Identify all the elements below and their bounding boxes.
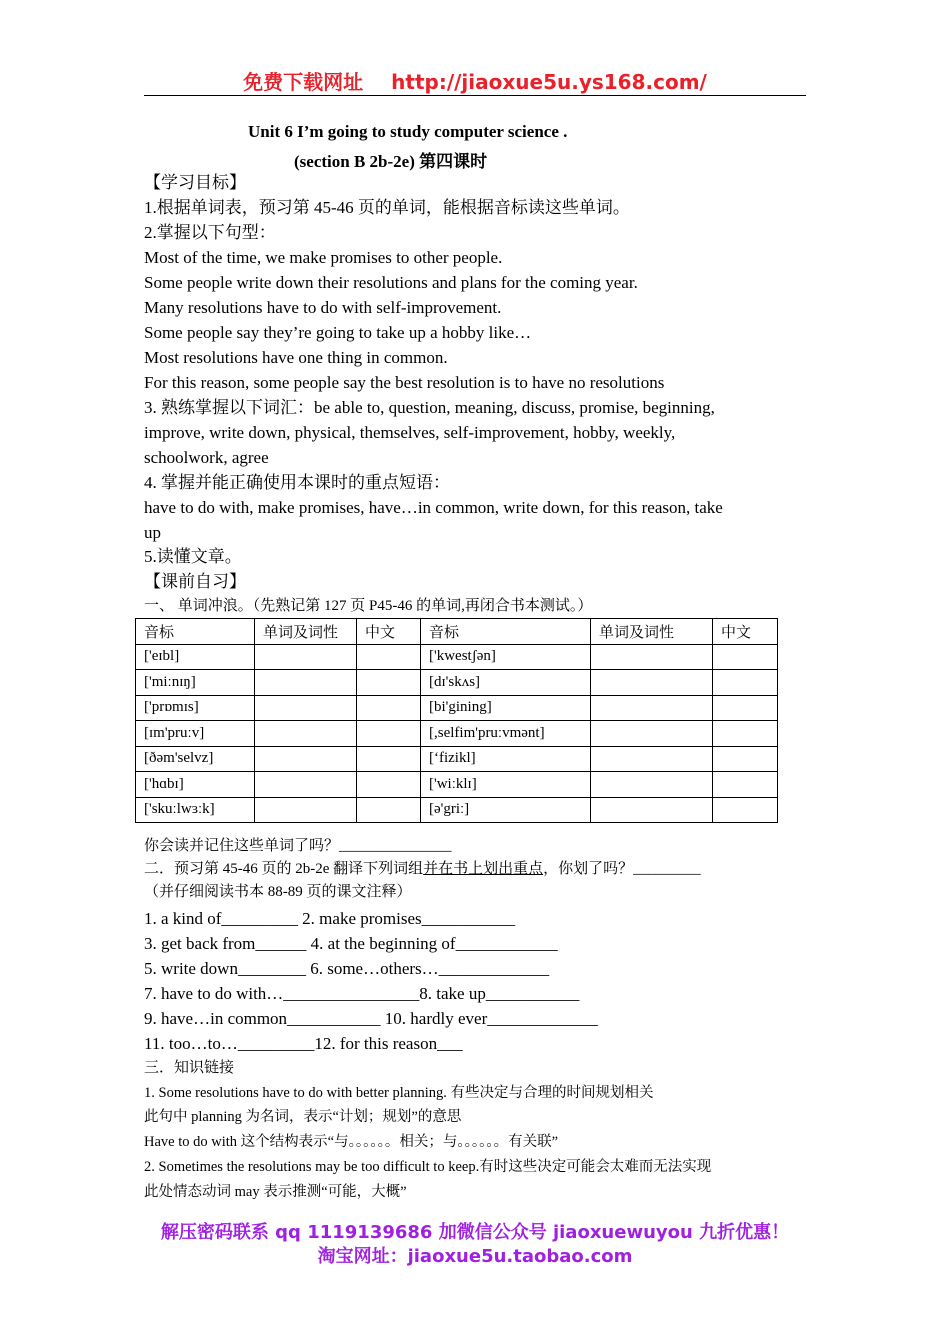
sentence-6: For this reason, some people say the best resolution is to have no resolutions — [144, 373, 665, 392]
answer-cell[interactable] — [591, 695, 713, 721]
phonetic-cell: ['miːnɪŋ] — [136, 670, 255, 696]
phonetic-cell: [‘fizikl] — [421, 746, 591, 772]
goal-3-line-1: 3. 熟练掌握以下词汇：be able to, question, meaning, discuss, promise, beginning, — [144, 398, 715, 417]
phonetic-cell: ['eɪbl] — [136, 644, 255, 670]
answer-cell[interactable] — [357, 797, 421, 823]
table-header: 中文 — [357, 619, 421, 645]
note-line: 2. Sometimes the resolutions may be too difficult to keep.有时这些决定可能会太难而无法实现 — [144, 1159, 712, 1175]
header-url-link[interactable]: http://jiaoxue5u.ys168.com/ — [391, 70, 707, 94]
table-header: 单词及词性 — [591, 619, 713, 645]
sentence-4: Some people say they’re going to take up a hobby like… — [144, 323, 532, 342]
answer-cell[interactable] — [591, 670, 713, 696]
answer-cell[interactable] — [255, 670, 357, 696]
answer-cell[interactable] — [713, 772, 778, 798]
goal-2: 2.掌握以下句型： — [144, 223, 276, 242]
phonetic-cell: ['hɑbɪ] — [136, 772, 255, 798]
part2-note: （并仔细阅读书本 88-89 页的课文注释） — [144, 884, 412, 900]
answer-cell[interactable] — [357, 695, 421, 721]
answer-cell[interactable] — [357, 746, 421, 772]
table-row — [136, 746, 778, 772]
table-row — [136, 772, 778, 798]
vocabulary-table — [135, 618, 778, 823]
answer-cell[interactable] — [713, 670, 778, 696]
phonetic-cell: [dɪ'skʌs] — [421, 670, 591, 696]
header-label: 免费下载网址 — [243, 70, 364, 94]
table-header: 中文 — [713, 619, 778, 645]
answer-cell[interactable] — [357, 772, 421, 798]
table-row — [136, 644, 778, 670]
question-1: 你会读并记住这些单词了吗？_______________ — [144, 838, 452, 854]
phrase-line: 5. write down________ 6. some…others…_____________ — [144, 959, 550, 978]
header-divider — [144, 95, 806, 96]
table-header: 单词及词性 — [255, 619, 357, 645]
answer-cell[interactable] — [713, 644, 778, 670]
answer-cell[interactable] — [591, 797, 713, 823]
part2-text-a: 二．预习第 45-46 页的 2b-2e 翻译下列词组 — [144, 861, 424, 877]
sentence-3: Many resolutions have to do with self-improvement. — [144, 298, 502, 317]
goal-5: 5.读懂文章。 — [144, 547, 242, 566]
page-subtitle: (section B 2b-2e) 第四课时 — [294, 152, 488, 171]
table-row — [136, 797, 778, 823]
phonetic-cell: [bi'gining] — [421, 695, 591, 721]
table-header: 音标 — [136, 619, 255, 645]
table-row — [136, 721, 778, 747]
header-banner — [144, 66, 806, 95]
phrase-line: 9. have…in common___________ 10. hardly ever_____________ — [144, 1009, 598, 1028]
answer-cell[interactable] — [357, 721, 421, 747]
phonetic-cell: ['kwestʃən] — [421, 644, 591, 670]
sentence-1: Most of the time, we make promises to other people. — [144, 248, 503, 267]
phonetic-cell: [ə'griː] — [421, 797, 591, 823]
goal-4-line-3: up — [144, 523, 161, 542]
sentence-5: Most resolutions have one thing in common. — [144, 348, 448, 367]
phrase-line: 1. a kind of_________ 2. make promises___________ — [144, 909, 516, 928]
phonetic-cell: ['prɒmɪs] — [136, 695, 255, 721]
part2-underlined: 并在书上划出重点 — [423, 861, 544, 877]
answer-cell[interactable] — [357, 644, 421, 670]
answer-cell[interactable] — [713, 721, 778, 747]
phonetic-cell: [,selfim'pruːvmənt] — [421, 721, 591, 747]
part3-heading: 三．知识链接 — [144, 1060, 235, 1076]
answer-cell[interactable] — [255, 797, 357, 823]
answer-cell[interactable] — [255, 644, 357, 670]
note-line: 此句中 planning 为名词，表示“计划；规划”的意思 — [144, 1109, 462, 1125]
phrase-line: 3. get back from______ 4. at the beginning of____________ — [144, 934, 558, 953]
goal-3-line-3: schoolwork, agree — [144, 448, 269, 467]
part2-text-b: ，你划了吗？_________ — [543, 861, 701, 877]
goal-4-line-2: have to do with, make promises, have…in common, write down, for this reason, take — [144, 498, 723, 517]
answer-cell[interactable] — [255, 695, 357, 721]
answer-cell[interactable] — [255, 746, 357, 772]
answer-cell[interactable] — [591, 644, 713, 670]
answer-cell[interactable] — [591, 746, 713, 772]
footer-contact: 解压密码联系 qq 1119139686 加微信公众号 jiaoxuewuyou 九折优惠！ — [160, 1222, 790, 1243]
goals-heading: 【学习目标】 — [144, 173, 246, 192]
answer-cell[interactable] — [357, 670, 421, 696]
table-header-row — [136, 619, 778, 645]
table-row — [136, 695, 778, 721]
answer-cell[interactable] — [591, 772, 713, 798]
phonetic-cell: ['skuːlwɜːk] — [136, 797, 255, 823]
sentence-2: Some people write down their resolutions and plans for the coming year. — [144, 273, 638, 292]
answer-cell[interactable] — [255, 721, 357, 747]
note-line: 此处情态动词 may 表示推测“可能，大概” — [144, 1184, 407, 1200]
phonetic-cell: [ɪm'pruːv] — [136, 721, 255, 747]
phonetic-cell: [ðəm'selvz] — [136, 746, 255, 772]
part2-instruction — [144, 858, 701, 880]
note-line: Have to do with 这个结构表示“与。。。。。。相关；与。。。。。。有关联” — [144, 1134, 559, 1150]
goal-3-line-2: improve, write down, physical, themselves, self-improvement, hobby, weekly, — [144, 423, 676, 442]
page-title: Unit 6 I’m going to study computer science . — [248, 122, 568, 141]
phonetic-cell: ['wiːklɪ] — [421, 772, 591, 798]
phrase-line: 7. have to do with…________________8. take up___________ — [144, 984, 580, 1003]
answer-cell[interactable] — [713, 695, 778, 721]
table-header: 音标 — [421, 619, 591, 645]
goal-4-line-1: 4. 掌握并能正确使用本课时的重点短语： — [144, 473, 450, 492]
phrase-line: 11. too…to…_________12. for this reason___ — [144, 1034, 463, 1053]
part1-instruction: 一、 单词冲浪。（先熟记第 127 页 P45-46 的单词,再闭合书本测试。） — [144, 598, 593, 614]
preview-heading: 【课前自习】 — [144, 572, 246, 591]
answer-cell[interactable] — [255, 772, 357, 798]
footer-shop-link[interactable]: 淘宝网址：jiaoxue5u.taobao.com — [317, 1246, 633, 1267]
table-row — [136, 670, 778, 696]
answer-cell[interactable] — [713, 797, 778, 823]
answer-cell[interactable] — [713, 746, 778, 772]
answer-cell[interactable] — [591, 721, 713, 747]
note-line: 1. Some resolutions have to do with better planning. 有些决定与合理的时间规划相关 — [144, 1085, 654, 1101]
goal-1: 1.根据单词表，预习第 45-46 页的单词，能根据音标读这些单词。 — [144, 198, 630, 217]
